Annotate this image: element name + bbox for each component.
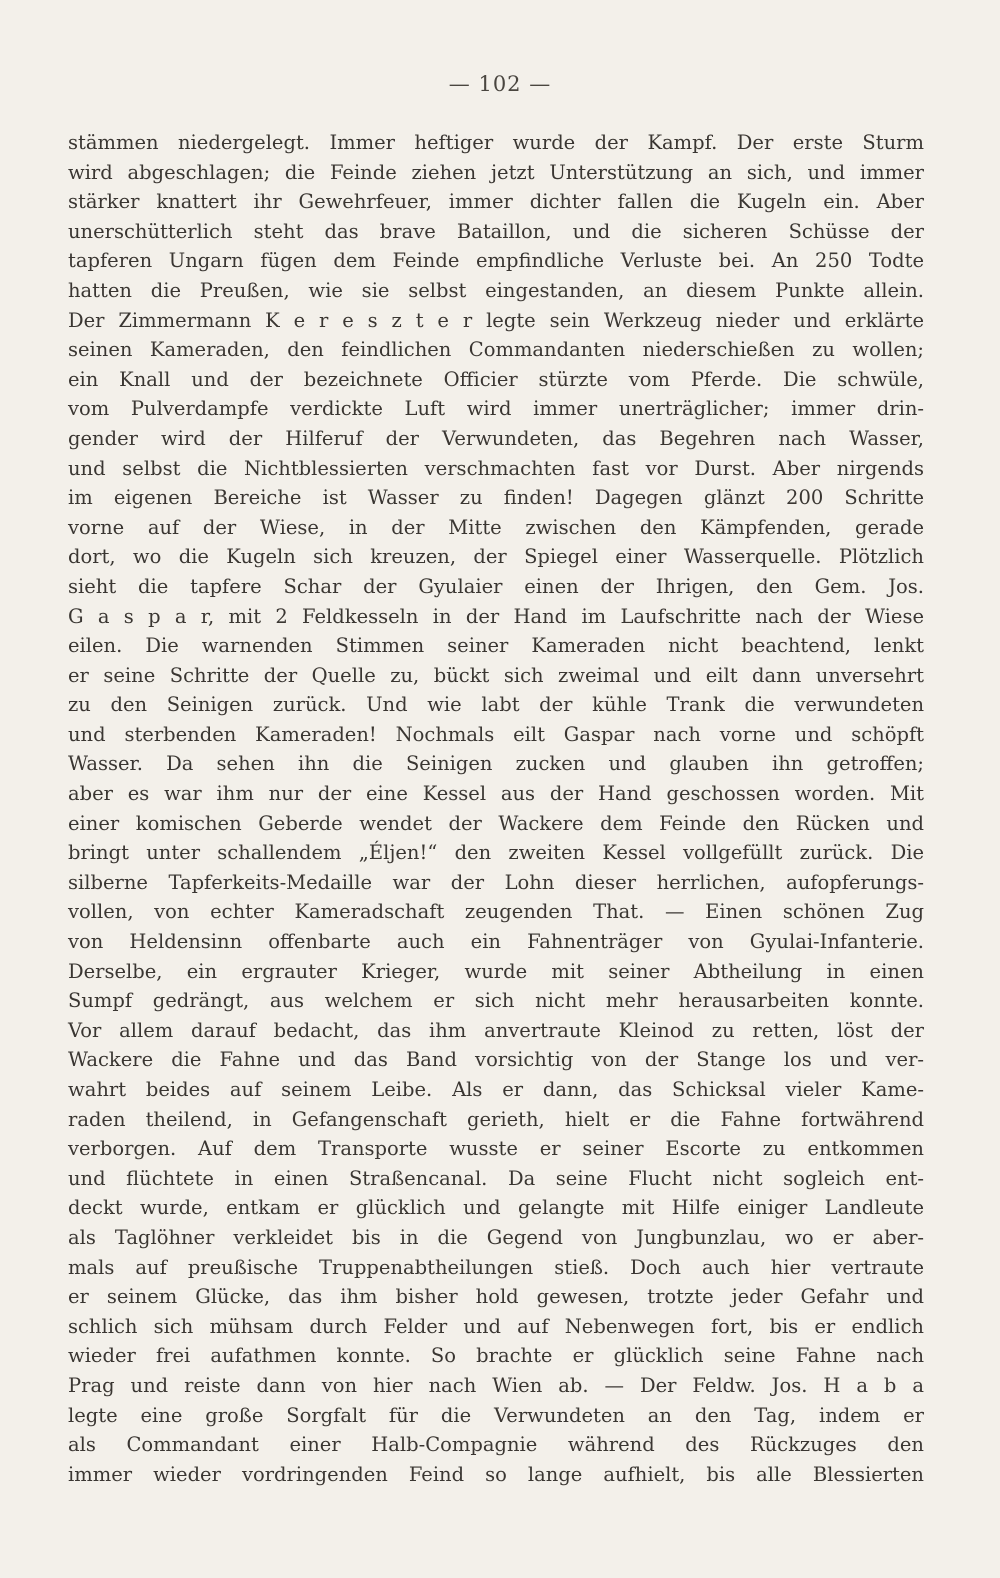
text-line: Sumpf gedrängt, aus welchem er sich nicht mehr herausarbeiten konnte. [68,989,924,1013]
text-line: Vor allem darauf bedacht, das ihm anvertraute Kleinod zu retten, löst der [68,1018,924,1042]
text-line: vollen, von echter Kameradschaft zeugenden That. — Einen schönen Zug [68,900,924,924]
text-line: wieder frei aufathmen konnte. So brachte er glücklich seine Fahne nach [68,1344,924,1368]
text-line: bringt unter schallendem „Éljen!“ den zweiten Kessel vollgefüllt zurück. Die [68,841,924,865]
text-line: Wackere die Fahne und das Band vorsichtig von der Stange los und ver- [68,1048,924,1072]
text-line: im eigenen Bereiche ist Wasser zu finden! Dagegen glänzt 200 Schritte [68,486,924,510]
text-line: seinen Kameraden, den feindlichen Commandanten niederschießen zu wollen; [68,338,924,362]
text-line: Wasser. Da sehen ihn die Seinigen zucken und glauben ihn getroffen; [68,752,924,776]
text-line: und sterbenden Kameraden! Nochmals eilt Gaspar nach vorne und schöpft [68,722,924,746]
text-line: als Taglöhner verkleidet bis in die Gegend von Jungbunzlau, wo er aber- [68,1225,924,1249]
text-line: wird abgeschlagen; die Feinde ziehen jetzt Unterstützung an sich, und immer [68,160,924,184]
text-line: Derselbe, ein ergrauter Krieger, wurde mit seiner Abtheilung in einen [68,959,924,983]
text-line: raden theilend, in Gefangenschaft gerieth, hielt er die Fahne fortwährend [68,1107,924,1131]
text-line: gender wird der Hilferuf der Verwundeten, das Begehren nach Wasser, [68,426,924,450]
text-line: Der Zimmermann K e r e s z t e r legte sein Werkzeug nieder und erklärte [68,308,924,332]
text-line: schlich sich mühsam durch Felder und auf Nebenwegen fort, bis er endlich [68,1314,924,1338]
text-line: legte eine große Sorgfalt für die Verwundeten an den Tag, indem er [68,1403,924,1427]
text-line: er seine Schritte der Quelle zu, bückt sich zweimal und eilt dann unversehrt [68,663,924,687]
text-line: tapferen Ungarn fügen dem Feinde empfindliche Verluste bei. An 250 Todte [68,249,924,273]
text-line: immer wieder vordringenden Feind so lange aufhielt, bis alle Blessierten [68,1462,924,1486]
text-line: zu den Seinigen zurück. Und wie labt der kühle Trank die verwundeten [68,693,924,717]
page-number: — 102 — [448,72,552,96]
text-line: dort, wo die Kugeln sich kreuzen, der Spiegel einer Wasserquelle. Plötzlich [68,545,924,569]
text-line: eilen. Die warnenden Stimmen seiner Kameraden nicht beachtend, lenkt [68,634,924,658]
body-text [68,128,924,1489]
text-line: als Commandant einer Halb-Compagnie während des Rückzuges den [68,1433,924,1457]
text-line: stämmen niedergelegt. Immer heftiger wurde der Kampf. Der erste Sturm [68,131,924,154]
text-line: sieht die tapfere Schar der Gyulaier einen der Ihrigen, den Gem. Jos. [68,574,924,598]
text-line: vom Pulverdampfe verdickte Luft wird immer unerträglicher; immer drin- [68,397,924,421]
text-line: vorne auf der Wiese, in der Mitte zwischen den Kämpfenden, gerade [68,515,924,539]
text-line: G a s p a r, mit 2 Feldkesseln in der Hand im Laufschritte nach der Wiese [68,604,924,628]
text-line: unerschütterlich steht das brave Bataillon, und die sicheren Schüsse der [68,219,924,243]
text-line: mals auf preußische Truppenabtheilungen stieß. Doch auch hier vertraute [68,1255,924,1279]
text-line: und selbst die Nichtblessierten verschmachten fast vor Durst. Aber nirgends [68,456,924,480]
text-line: und flüchtete in einen Straßencanal. Da seine Flucht nicht sogleich ent- [68,1166,924,1190]
text-line: ein Knall und der bezeichnete Officier stürzte vom Pferde. Die schwüle, [68,367,924,391]
text-line: von Heldensinn offenbarte auch ein Fahnenträger von Gyulai-Infanterie. [68,930,924,954]
text-line: aber es war ihm nur der eine Kessel aus der Hand geschossen worden. Mit [68,782,924,806]
text-line: einer komischen Geberde wendet der Wackere dem Feinde den Rücken und [68,811,924,835]
text-line: hatten die Preußen, wie sie selbst eingestanden, an diesem Punkte allein. [68,278,924,302]
text-line: Prag und reiste dann von hier nach Wien ab. — Der Feldw. Jos. H a b a [68,1373,924,1397]
text-line: silberne Tapferkeits-Medaille war der Lohn dieser herrlichen, aufopferungs- [68,870,924,894]
text-line: deckt wurde, entkam er glücklich und gelangte mit Hilfe einiger Landleute [68,1196,924,1220]
text-line: verborgen. Auf dem Transporte wusste er seiner Escorte zu entkommen [68,1137,924,1161]
text-line: wahrt beides auf seinem Leibe. Als er dann, das Schicksal vieler Kame- [68,1078,924,1101]
text-line: stärker knattert ihr Gewehrfeuer, immer dichter fallen die Kugeln ein. Aber [68,190,924,214]
text-line: er seinem Glücke, das ihm bisher hold gewesen, trotzte jeder Gefahr und [68,1285,924,1309]
